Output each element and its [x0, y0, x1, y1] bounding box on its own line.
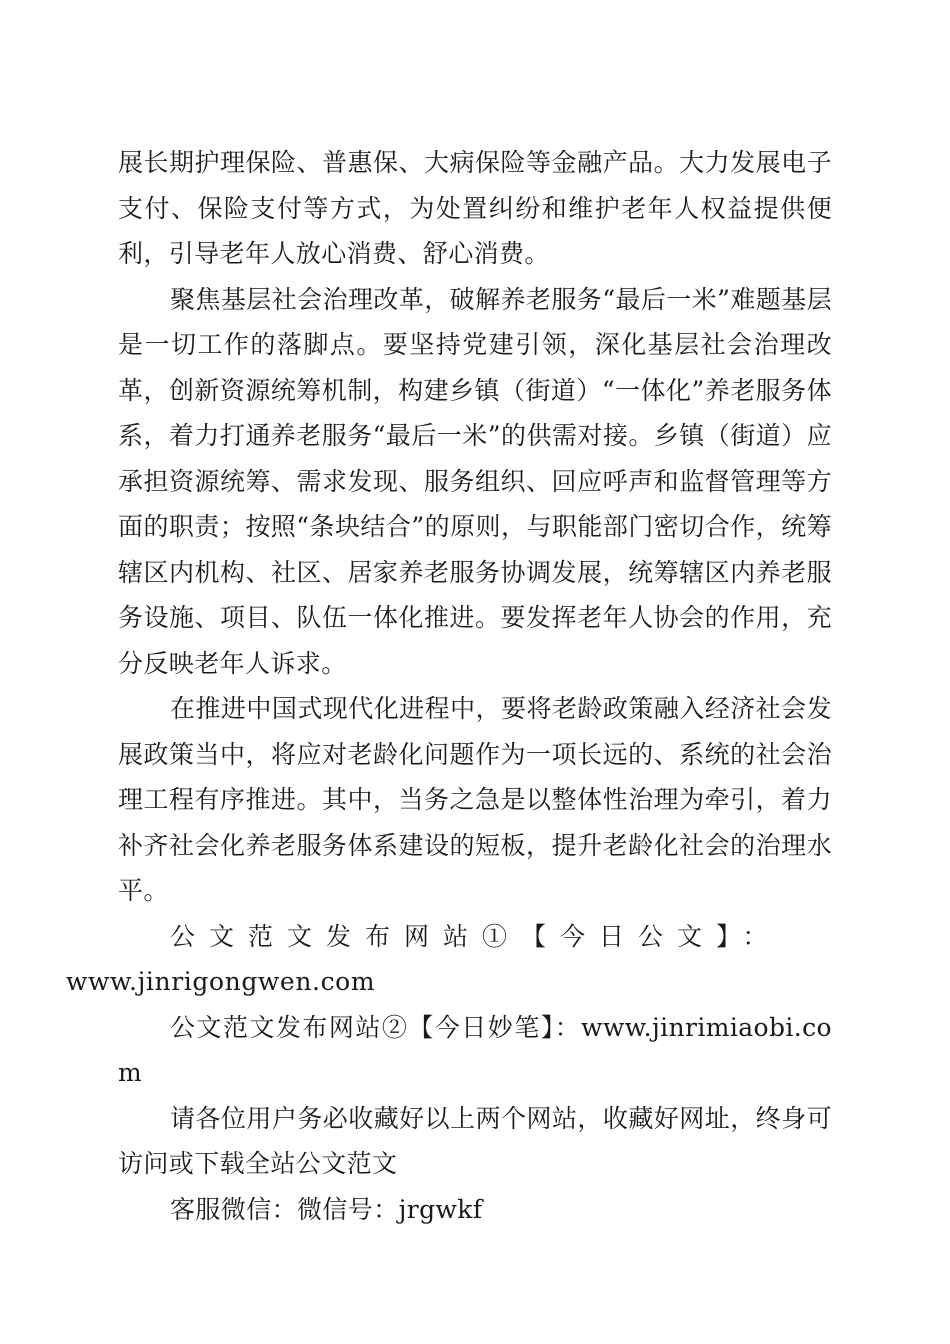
- notice-line: 请各位用户务必收藏好以上两个网站，收藏好网址，终身可访问或下载全站公文范文: [118, 1103, 832, 1178]
- body-paragraph-2: 聚焦基层社会治理改革，破解养老服务“最后一米”难题基层是一切工作的落脚点。要坚持党建引领，深化基层社会治理改革，创新资源统筹机制，构建乡镇（街道）“一体化”养老服务体系，着力打通养老服务“最后一米”的供需对接。乡镇（街道）应承担资源统筹、需求发现、服务组织、回应呼声和监督管理等方面的职责；按照“条块结合”的原则，与职能部门密切合作，统筹辖区内机构、社区、居家养老服务协调发展，统筹辖区内养老服务设施、项目、队伍一体化推进。要发挥老年人协会的作用，充分反映老年人诉求。: [118, 284, 832, 678]
- document-page: [66, 140, 832, 1232]
- site1-url: www.jinrigongwen.com: [66, 967, 376, 996]
- site1-line: [66, 914, 832, 1005]
- contact-line: 客服微信：微信号：jrgwkf: [170, 1194, 483, 1224]
- footer-section: [66, 914, 832, 1233]
- site2-line: 公文范文发布网站②【今日妙笔】：www.jinrimiaobi.com: [118, 1012, 832, 1087]
- body-paragraph-1: 展长期护理保险、普惠保、大病保险等金融产品。大力发展电子支付、保险支付等方式，为处置纠纷和维护老年人权益提供便利，引导老年人放心消费、舒心消费。: [118, 148, 832, 268]
- site1-label: 公文范文发布网站①【今日公文】：: [170, 921, 782, 951]
- body-paragraph-3: 在推进中国式现代化进程中，要将老龄政策融入经济社会发展政策当中，将应对老龄化问题作为一项长远的、系统的社会治理工程有序推进。其中，当务之急是以整体性治理为牵引，着力补齐社会化养老服务体系建设的短板，提升老龄化社会的治理水平。: [118, 694, 832, 905]
